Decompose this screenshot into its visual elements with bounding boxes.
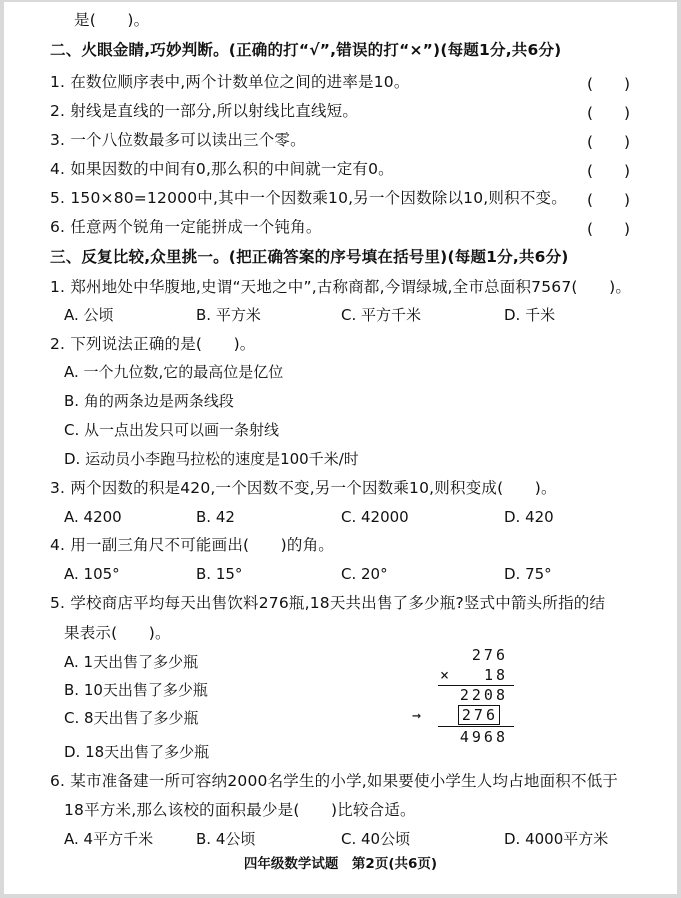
calc-rule-2 — [438, 726, 514, 727]
choice-q5-stem: 5. 学校商店平均每天出售饮料276瓶,18天共出售了多少瓶?竖式中箭头所指的结 — [50, 594, 606, 612]
choice-q6-stem: 6. 某市准备建一所可容纳2000名学生的小学,如果要使小学生人均占地面积不低于 — [50, 772, 619, 790]
calc-operator: × — [440, 666, 450, 684]
judge-item-6: 6. 任意两个锐角一定能拼成一个钝角。 — [50, 218, 322, 236]
previous-question-tail: 是( )。 — [74, 11, 150, 29]
choice-q2-option-d[interactable]: D. 运动员小李跑马拉松的速度是100千米/时 — [64, 450, 359, 468]
choice-q1-option-b[interactable]: B. 平方米 — [196, 306, 261, 324]
choice-q5-option-d[interactable]: D. 18天出售了多少瓶 — [64, 743, 210, 761]
choice-q5-option-c[interactable]: C. 8天出售了多少瓶 — [64, 709, 199, 727]
choice-q3-option-a[interactable]: A. 4200 — [64, 508, 122, 526]
arrow-right-icon: → — [412, 706, 422, 724]
section2-title: 二、火眼金睛,巧妙判断。(正确的打“√”,错误的打“×”)(每题1分,共6分) — [50, 41, 562, 59]
exam-page — [4, 2, 677, 894]
choice-q4-option-c[interactable]: C. 20° — [341, 565, 388, 583]
choice-q2-stem: 2. 下列说法正确的是( )。 — [50, 335, 256, 353]
judge-item-5: 5. 150×80=12000中,其中一个因数乘10,另一个因数除以10,则积不变。 — [50, 189, 567, 207]
choice-q1-option-d[interactable]: D. 千米 — [504, 306, 556, 324]
choice-q5-option-a[interactable]: A. 1天出售了多少瓶 — [64, 653, 199, 671]
judge-item-2: 2. 射线是直线的一部分,所以射线比直线短。 — [50, 102, 359, 120]
choice-q6-option-b[interactable]: B. 4公顷 — [196, 830, 256, 848]
choice-q6-option-a[interactable]: A. 4平方千米 — [64, 830, 154, 848]
choice-q6-option-d[interactable]: D. 4000平方米 — [504, 830, 609, 848]
judge-item-3: 3. 一个八位数最多可以读出三个零。 — [50, 131, 306, 149]
judge-answer-3[interactable]: ( ) — [587, 133, 631, 151]
calc-product: 4968 — [459, 728, 508, 746]
choice-q1-option-c[interactable]: C. 平方千米 — [341, 306, 422, 324]
choice-q4-option-b[interactable]: B. 15° — [196, 565, 243, 583]
choice-q4-option-a[interactable]: A. 105° — [64, 565, 120, 583]
judge-answer-6[interactable]: ( ) — [587, 220, 631, 238]
choice-q2-option-c[interactable]: C. 从一点出发只可以画一条射线 — [64, 421, 280, 439]
choice-q2-option-b[interactable]: B. 角的两条边是两条线段 — [64, 392, 234, 410]
judge-answer-4[interactable]: ( ) — [587, 162, 631, 180]
page-footer: 四年级数学试题 第2页(共6页) — [243, 856, 438, 872]
calc-partial-1: 2208 — [459, 686, 508, 704]
choice-q4-stem: 4. 用一副三角尺不可能画出( )的角。 — [50, 536, 335, 554]
judge-answer-1[interactable]: ( ) — [587, 75, 631, 93]
choice-q3-option-c[interactable]: C. 42000 — [341, 508, 409, 526]
choice-q2-option-a[interactable]: A. 一个九位数,它的最高位是亿位 — [64, 363, 284, 381]
choice-q1-option-a[interactable]: A. 公顷 — [64, 306, 114, 324]
calc-multiplier: 18 — [483, 666, 508, 684]
judge-item-4: 4. 如果因数的中间有0,那么积的中间就一定有0。 — [50, 160, 394, 178]
judge-answer-2[interactable]: ( ) — [587, 104, 631, 122]
choice-q6-option-c[interactable]: C. 40公顷 — [341, 830, 411, 848]
choice-q6-stem-continued: 18平方米,那么该校的面积最少是( )比较合适。 — [64, 801, 416, 819]
choice-q3-stem: 3. 两个因数的积是420,一个因数不变,另一个因数乘10,则积变成( )。 — [50, 479, 557, 497]
calc-partial-2-boxed: 276 — [458, 705, 500, 725]
judge-answer-5[interactable]: ( ) — [587, 191, 631, 209]
section3-title: 三、反复比较,众里挑一。(把正确答案的序号填在括号里)(每题1分,共6分) — [50, 248, 569, 266]
judge-item-1: 1. 在数位顺序表中,两个计数单位之间的进率是10。 — [50, 73, 410, 91]
choice-q4-option-d[interactable]: D. 75° — [504, 565, 552, 583]
calc-multiplicand: 276 — [471, 646, 508, 664]
choice-q1-stem: 1. 郑州地处中华腹地,史谓“天地之中”,古称商都,今谓绿城,全市总面积7567( )。 — [50, 278, 632, 296]
choice-q5-option-b[interactable]: B. 10天出售了多少瓶 — [64, 681, 208, 699]
choice-q3-option-b[interactable]: B. 42 — [196, 508, 235, 526]
choice-q5-stem-continued: 果表示( )。 — [64, 624, 171, 642]
choice-q3-option-d[interactable]: D. 420 — [504, 508, 554, 526]
